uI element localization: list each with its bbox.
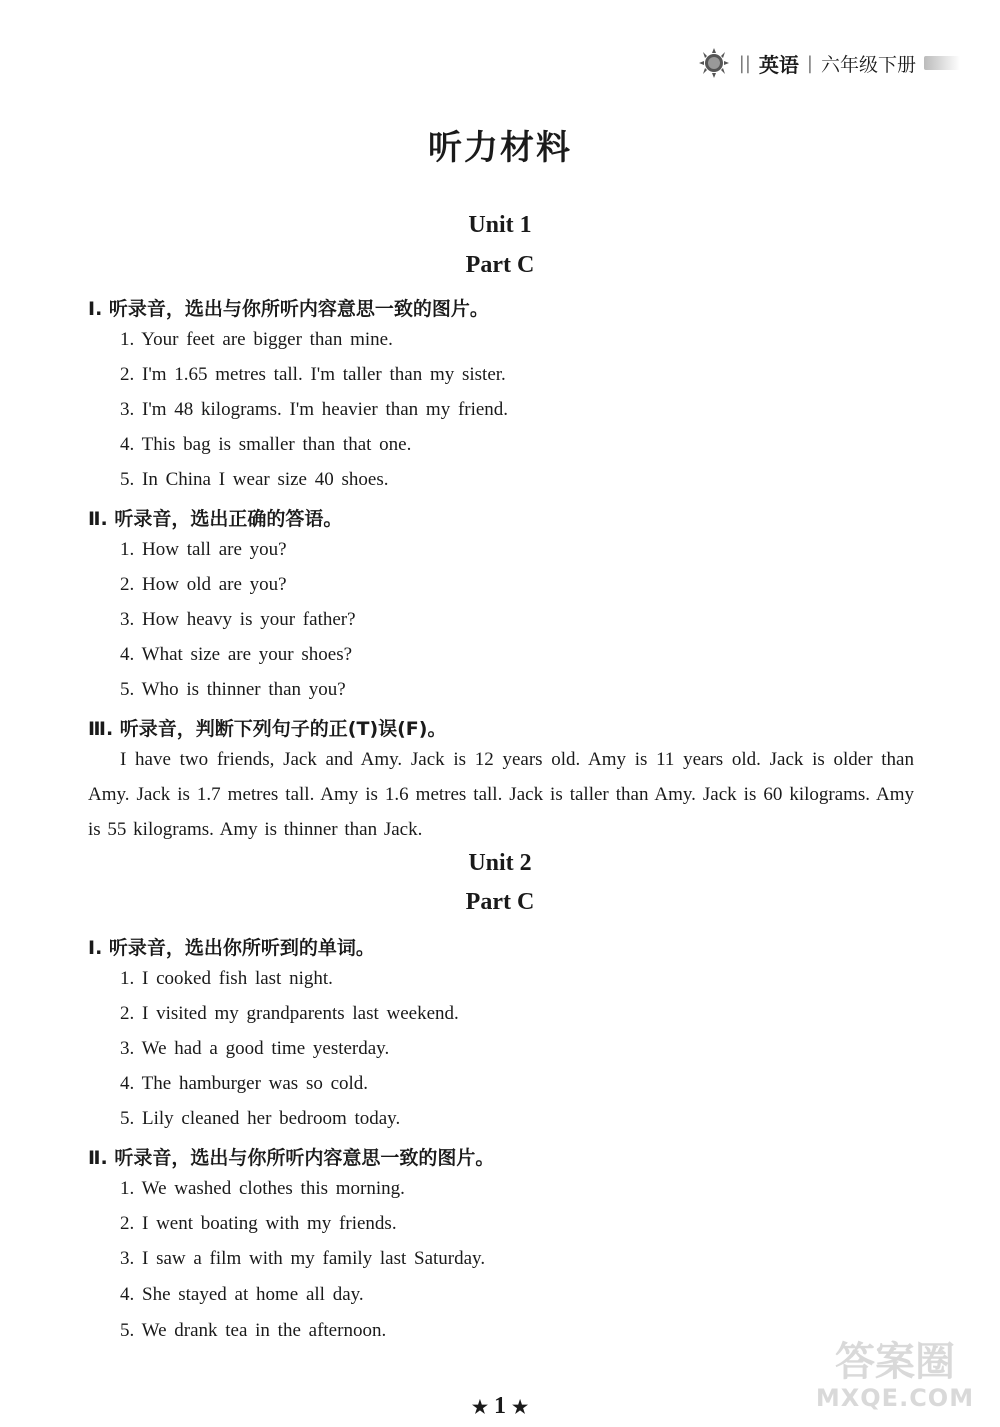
list-item: 5. Who is thinner than you? (120, 679, 346, 700)
list-item: 3. I saw a film with my family last Saturday. (120, 1248, 486, 1269)
list-item: 4. What size are your shoes? (120, 644, 353, 665)
header-divider: || (738, 52, 751, 74)
unit-1-section-3-title: Ⅲ. 听录音，判断下列句子的正(T)误(F)。 (88, 718, 447, 740)
list-item: 2. How old are you? (120, 574, 287, 595)
unit-1-section-2-title: Ⅱ. 听录音，选出正确的答语。 (88, 508, 343, 530)
list-item: 4. The hamburger was so cold. (120, 1073, 369, 1094)
watermark-logo (800, 1340, 990, 1420)
header-divider: | (806, 52, 813, 74)
list-item: 4. She stayed at home all day. (120, 1284, 364, 1305)
list-item: 5. In China I wear size 40 shoes. (120, 469, 389, 490)
page-number-value: 1 (494, 1393, 506, 1419)
unit-2-section-1-title: Ⅰ. 听录音，选出你所听到的单词。 (88, 937, 375, 959)
unit-1-part-heading: Part C (465, 252, 535, 278)
list-item: 2. I'm 1.65 metres tall. I'm taller than my sister. (120, 364, 506, 385)
list-item: 3. How heavy is your father? (120, 609, 356, 630)
page-header (697, 48, 960, 78)
watermark-text: 答案圈 (835, 1339, 955, 1385)
unit-2-heading: Unit 2 (468, 850, 532, 876)
list-item: 1. Your feet are bigger than mine. (120, 329, 393, 350)
header-subject: 英语 (758, 52, 799, 77)
watermark-url: MXQE.COM (815, 1384, 975, 1412)
list-item: 5. Lily cleaned her bedroom today. (120, 1108, 401, 1129)
header-decoration (924, 56, 960, 70)
unit-1-section-1-title: Ⅰ. 听录音，选出与你所听内容意思一致的图片。 (88, 298, 489, 320)
list-item: 4. This bag is smaller than that one. (120, 434, 412, 455)
list-item: 1. How tall are you? (120, 539, 287, 560)
list-item: 2. I visited my grandparents last weekend. (120, 1003, 459, 1024)
star-icon: ★ (512, 1397, 529, 1417)
list-item: 3. I'm 48 kilograms. I'm heavier than my friend. (120, 399, 509, 420)
star-icon: ★ (471, 1397, 488, 1417)
unit-2-section-2-title: Ⅱ. 听录音，选出与你所听内容意思一致的图片。 (88, 1147, 495, 1169)
list-item: 1. We washed clothes this morning. (120, 1178, 405, 1199)
sun-icon (697, 48, 731, 78)
page-title: 听力材料 (428, 128, 572, 168)
header-grade: 六年级下册 (820, 53, 916, 76)
unit-2-part-heading: Part C (465, 889, 535, 915)
listening-passage: I have two friends, Jack and Amy. Jack is 12 years old. Amy is 11 years old. Jack is older than Amy. Jack is 1.7 metres tall. Amy is 1.6 metres tall. Jack is taller than Amy. Jack is 60 kilograms. Amy is 55 kilograms. Amy is thinner than Jack. (88, 749, 914, 840)
list-item: 1. I cooked fish last night. (120, 968, 333, 989)
list-item: 3. We had a good time yesterday. (120, 1038, 390, 1059)
list-item: 5. We drank tea in the afternoon. (120, 1320, 387, 1341)
unit-1-heading: Unit 1 (468, 212, 532, 238)
list-item: 2. I went boating with my friends. (120, 1213, 397, 1234)
